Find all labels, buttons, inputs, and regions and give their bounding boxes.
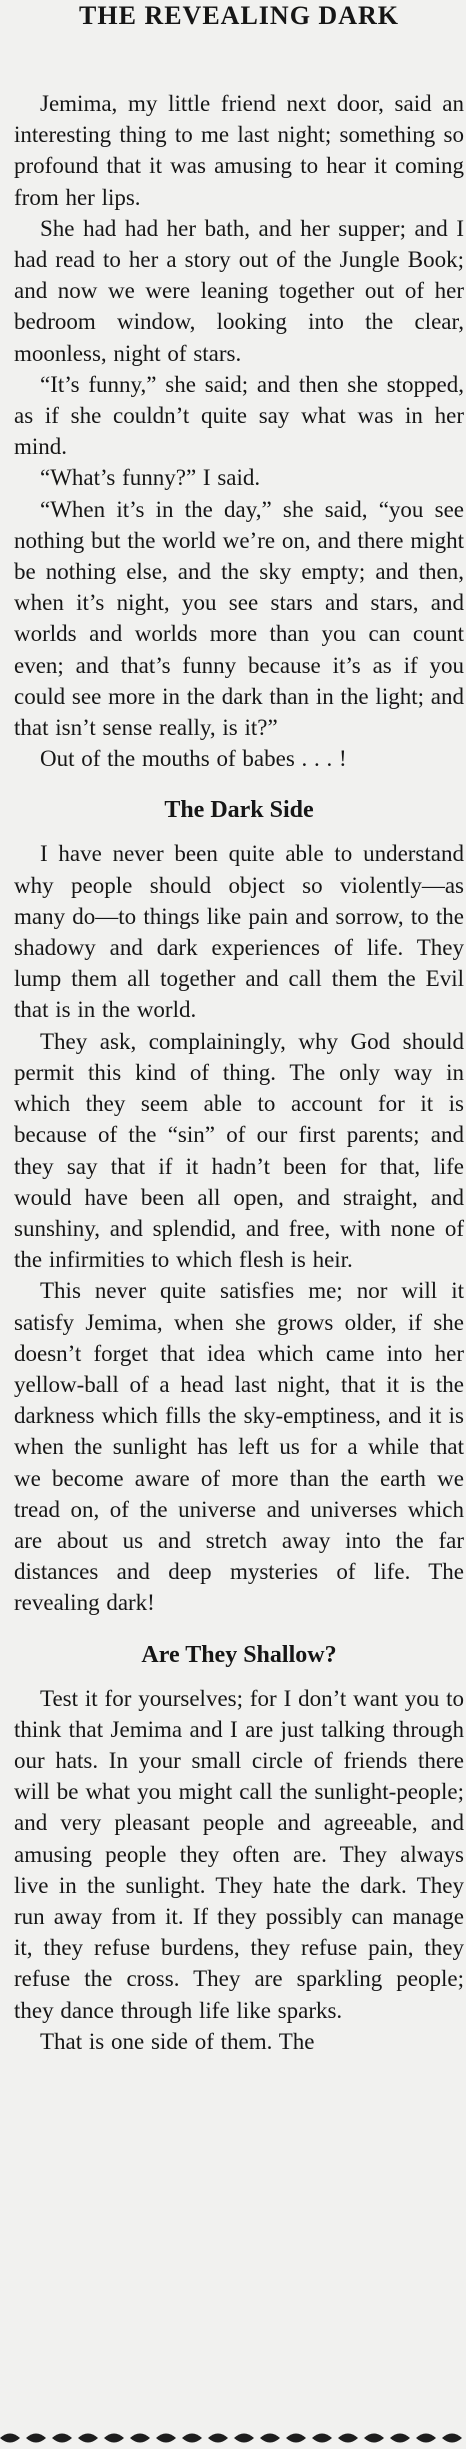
paragraph: That is one side of them. The <box>40 2028 315 2054</box>
paragraph: She had had her bath, and her supper; and I had read to her a story out of the Jungle Book; and now we were leaning together out of her bedroom window, looking into the clear, moonless, night of stars. <box>14 215 464 366</box>
paragraph: I have never been quite able to understand why people should object so violently—as many do—to things like pain and sorrow, to the shadowy and dark experiences of life. They lump them all together and call them the Evil that is in the world. <box>14 841 464 1023</box>
paragraph: Jemima, my little friend next door, said an interesting thing to me last night; something so profound that it was amusing to hear it coming from her lips. <box>14 91 464 210</box>
decorative-border-icon <box>0 2427 466 2449</box>
paragraph: “What’s funny?” I said. <box>40 465 261 491</box>
section-heading-are-they-shallow: Are They Shallow? <box>141 1641 337 1668</box>
paragraph: This never quite satisfies me; nor will it satisfy Jemima, when she grows older, if she doesn’t forget that idea which came into her yellow-ball of a head last night, that it is the darkness which fills the sky-emptiness, and it is when the sunlight has left us for a while that we become aware of more than the earth we tread on, of the universe and universes which are about us and stretch away into the far distances and deep mysteries of life. The revealing dark! <box>14 1278 464 1616</box>
paragraph: “When it’s in the day,” she said, “you see nothing but the world we’re on, and there might be nothing else, and the sky empty; and then, when it’s night, you see stars and stars, and worlds and worlds more than you can count even; and that’s funny because it’s as if you could see more in the dark than in the light; and that isn’t sense really, is it?” <box>14 496 464 741</box>
paragraph: They ask, complainingly, why God should permit this kind of thing. The only way in which they seem able to account for it is because of the “sin” of our first parents; and they say that if it hadn’t been for that, life would have been all open, and straight, and sunshiny, and splendid, and free, with none of the infirmities to which flesh is heir. <box>14 1028 464 1273</box>
paragraph: “It’s funny,” she said; and then she stopped, as if she couldn’t quite say what was in her mind. <box>14 371 464 460</box>
paragraph: Test it for yourselves; for I don’t want you to think that Jemima and I are just talking through our hats. In your small circle of friends there will be what you might call the sunlight-people; and very pleasant people and agreeable, and amusing people they often are. They always live in the sunlight. They hate the dark. They run away from it. If they possibly can manage it, they refuse burdens, they refuse pain, they refuse the cross. They are sparkling people; they dance through life like sparks. <box>14 1685 464 2023</box>
section-heading-dark-side: The Dark Side <box>164 797 314 824</box>
paragraph: Out of the mouths of babes . . . ! <box>40 746 347 772</box>
article-title: THE REVEALING DARK <box>79 1 399 30</box>
decorative-border-strip <box>0 2427 466 2449</box>
